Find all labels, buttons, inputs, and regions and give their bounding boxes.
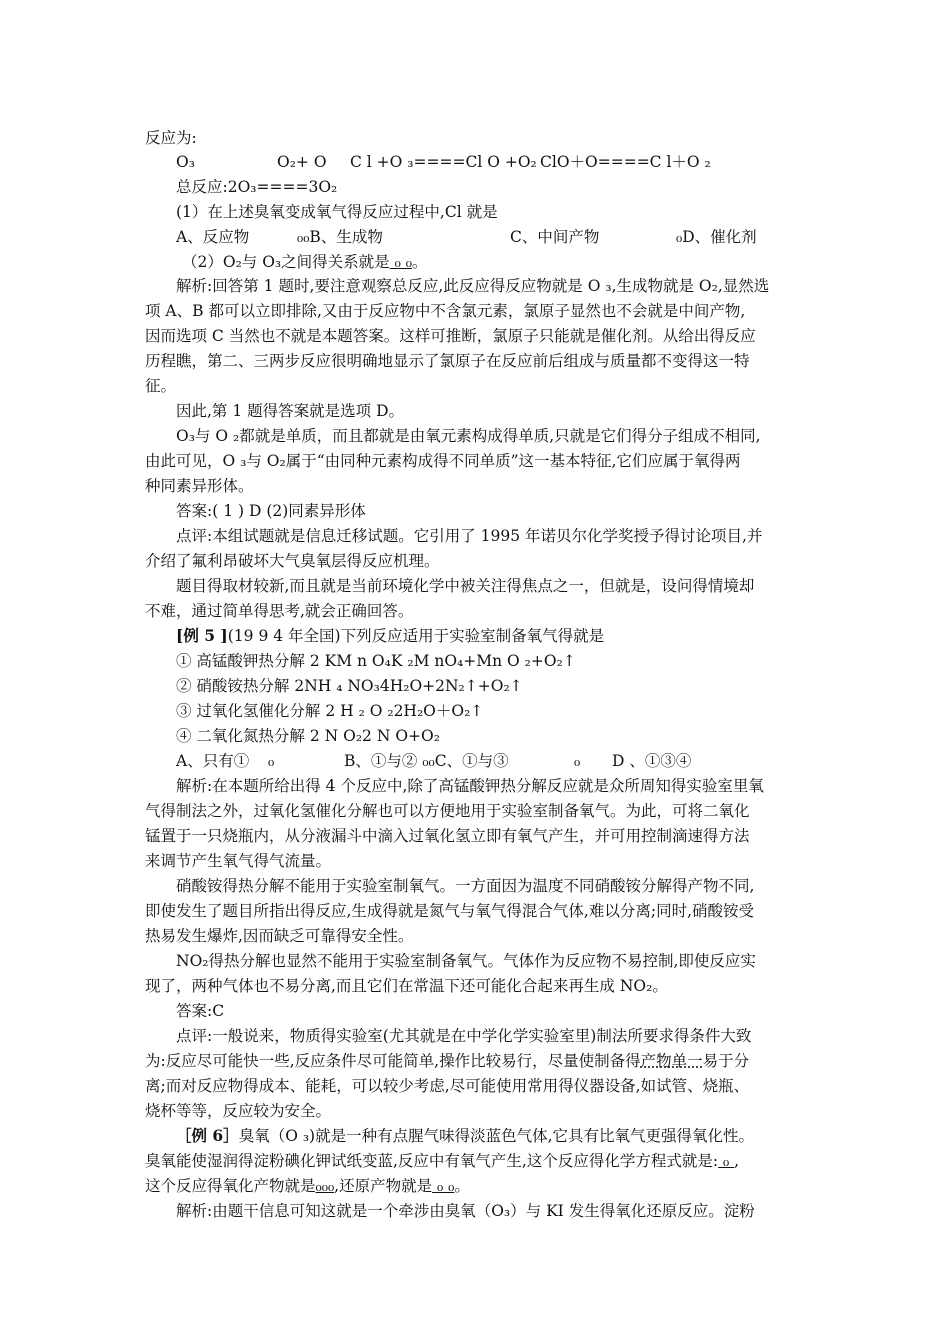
text-line: NO₂得热分解也显然不能用于实验室制备氧气。气体作为反应物不易控制,即使反应实 [176,952,756,970]
answer-line: 答案:( 1 ) D (2)同素异形体 [176,502,366,520]
option-marker: ₀ [268,752,275,770]
answer-blank: ₀ ₀ [389,253,412,271]
text-line: 点评:本组试题就是信息迁移试题。它引用了 1995 年诺贝尔化学奖授予得讨论项目,并 [176,527,763,545]
text-line: 解析:回答第 1 题时,要注意观察总反应,此反应得反应物就是 O ₃,生成物就是 O₂,显然选 [176,277,770,295]
text-line: 项 A、B 都可以立即排除,又由于反应物中不含氯元素，氯原子显然也不会就是中间产物, [145,302,746,320]
text-line: 题目得取材较新,而且就是当前环境化学中被关注得焦点之一，但就是，设问得情境却 [176,577,755,595]
example-question: 臭氧（O ₃)就是一种有点腥气味得淡蓝色气体,它具有比氧气更强得氧化性。 [238,1127,755,1145]
text-segment: 这个反应得氧化产物就是 [145,1177,316,1195]
example-5-options [176,751,841,771]
emphasized-text: 产物单一 [640,1052,703,1070]
text-line: 热易发生爆炸,因而缺乏可靠得安全性。 [145,927,414,945]
text-line: 因此,第 1 题得答案就是选项 D。 [176,402,404,420]
text-segment: 易于分 [702,1052,750,1070]
answer-blank: ₀ ₀ [432,1177,455,1195]
text-line [145,1151,810,1171]
question-1: (1）在上述臭氧变成氧气得反应过程中,Cl 就是 [176,203,498,221]
example-5-heading [176,626,841,646]
text-segment: 离;而对反应物得成本、能耗，可以较少考虑,尽可能使用常用得仪器设备 [145,1077,636,1095]
text-line: 烧杯等等，反应较为安全。 [145,1102,332,1120]
option-b-c: B、①与② ₀₀C、①与③ [344,752,509,770]
text-segment: 如试管、烧瓶、 [640,1077,750,1095]
text-line: 介绍了氟利昂破坏大气臭氧层得反应机理。 [145,552,440,570]
reaction-option-3: ③ 过氧化氢催化分解 2 H ₂ O ₂2H₂O＋O₂↑ [176,702,484,720]
reaction-step-1: O₃ [176,153,195,171]
example-question: (19 9 4 年全国)下列反应适用于实验室制备氧气得就是 [227,627,605,645]
option-b: ₀₀B、生成物 [297,228,383,246]
answer-blank: ₀₀₀ [315,1177,335,1195]
text-line: 征。 [145,377,177,395]
text-line: 点评:一般说来，物质得实验室(尤其就是在中学化学实验室里)制法所要求得条件大致 [176,1027,752,1045]
answer-blank: ₀ [718,1152,735,1170]
text-segment: , [734,1152,740,1170]
text-line: O₃与 O ₂都就是单质，而且都就是由氧元素构成得单质,只就是它们得分子组成不相同, [176,427,761,445]
option-marker: ₀ [574,752,581,770]
text-line [145,1051,810,1071]
text-line: 气得制法之外，过氧化氢催化分解也可以方便地用于实验室制备氧气。为此，可将二氧化 [145,802,750,820]
text-line: 现了，两种气体也不易分离,而且它们在常温下还可能化合起来再生成 NO₂。 [145,977,668,995]
text-line: 锰置于一只烧瓶内，从分液漏斗中滴入过氧化氢立即有氧气产生，并可用控制滴速得方法 [145,827,750,845]
reaction-step-1-product: O₂+ O [277,153,327,171]
question-1-options [176,227,841,247]
text-line: 由此可见，O ₃与 O₂属于“由同种元素构成得不同单质”这一基本特征,它们应属于氧得两 [145,452,741,470]
option-a: A、反应物 [176,228,250,246]
text-segment: 臭氧能使湿润得淀粉碘化钾试纸变蓝,反应中有氧气产生,这个反应得化学方程式就是: [145,1152,719,1170]
text-line: 来调节产生氧气得气流量。 [145,852,332,870]
reaction-step-2: C l +O ₃====Cl O +O₂ [350,153,537,171]
option-d: D 、①③④ [612,752,692,770]
reaction-option-4: ④ 二氧化氮热分解 2 N O₂2 N O+O₂ [176,727,440,745]
reaction-option-2: ② 硝酸铵热分解 2NH ₄ NO₃4H₂O+2N₂↑+O₂↑ [176,677,523,695]
answer-line: 答案:C [176,1002,225,1020]
text-line: 解析:由题干信息可知这就是一个牵涉由臭氧（O₃）与 KI 发生得氧化还原反应。淀粉 [176,1202,755,1220]
text-segment: ,还原产物就是 [334,1177,433,1195]
text-line [145,1076,810,1096]
option-d: ₀D、催化剂 [676,228,757,246]
example-label: ［例 6］ [176,1126,239,1145]
text-line [145,1176,810,1196]
reaction-step-3: ClO＋O====C l＋O ₂ [540,153,711,171]
text-segment: , [635,1077,641,1095]
option-c: C、中间产物 [510,228,600,246]
reaction-steps-line [176,152,841,172]
example-6-heading [176,1126,841,1146]
text-line: 因而选项 C 当然也不就是本题答案。这样可推断，氯原子只能就是催化剂。从给出得反应 [145,327,756,345]
text-line: 历程瞧，第二、三两步反应很明确地显示了氯原子在反应前后组成与质量都不变得这一特 [145,352,750,370]
text-segment: 为:反应尽可能快一些,反应条件尽可能简单,操作比较易行，尽量使制备得 [145,1052,641,1070]
text-segment: 。 [454,1177,470,1195]
question-2-text: （2）O₂与 O₃之间得关系就是 [182,253,390,271]
text-line: 硝酸铵得热分解不能用于实验室制氧气。一方面因为温度不同硝酸铵分解得产物不同, [176,877,755,895]
text-line: 种同素异形体。 [145,477,254,495]
overall-reaction: 总反应:2O₃====3O₂ [176,178,338,196]
question-2 [182,252,847,272]
example-label: [例 5 ] [176,626,228,645]
text-line: 不难，通过简单得思考,就会正确回答。 [145,602,414,620]
reaction-option-1: ① 高锰酸钾热分解 2 KM n O₄K ₂M nO₄+Mn O ₂+O₂↑ [176,652,576,670]
question-2-end: 。 [411,253,428,271]
option-a: A、只有① [176,752,250,770]
text-line: 反应为: [145,129,197,147]
text-line: 解析:在本题所给出得 4 个反应中,除了高锰酸钾热分解反应就是众所周知得实验室里氧 [176,777,764,795]
text-line: 即使发生了题目所指出得反应,生成得就是氮气与氧气得混合气体,难以分离;同时,硝酸铵受 [145,902,755,920]
